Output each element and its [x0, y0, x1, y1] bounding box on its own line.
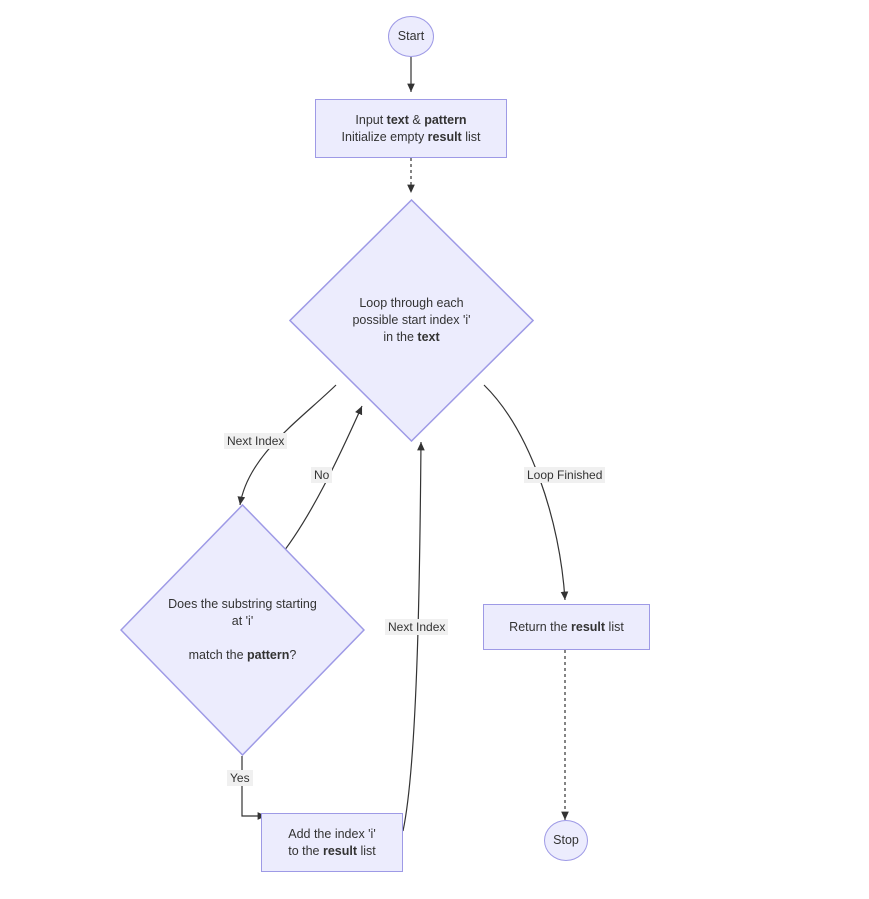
node-start[interactable]: [388, 16, 434, 57]
node-match-line2: at 'i': [231, 614, 254, 628]
node-match-line1: Does the substring starting: [168, 597, 317, 611]
node-add-line2-prefix: to the: [288, 843, 323, 858]
node-input[interactable]: [315, 99, 507, 158]
node-match-line3-prefix: match the: [188, 648, 248, 662]
edge-label-no: No: [311, 467, 332, 483]
node-loop-label: [289, 295, 534, 346]
node-match-line3-suffix: ?: [289, 648, 297, 662]
node-return-suffix: list: [605, 619, 624, 634]
node-match-decision[interactable]: [120, 504, 365, 756]
node-input-line2-suffix: list: [461, 129, 481, 144]
node-stop-label: Stop: [553, 833, 579, 847]
node-input-label: [342, 112, 481, 146]
node-input-line1-bold1: text: [386, 112, 409, 127]
node-input-line1-mid: &: [408, 112, 425, 127]
node-stop[interactable]: [544, 820, 588, 861]
node-loop-line3-prefix: in the: [383, 330, 418, 344]
node-loop-line2: possible start index 'i': [352, 313, 471, 327]
node-add-line2-suffix: list: [357, 843, 376, 858]
node-input-line2-bold: result: [427, 129, 462, 144]
node-return-result[interactable]: [483, 604, 650, 650]
edge-match-to-add-yes: [242, 756, 266, 816]
node-input-line1-bold2: pattern: [424, 112, 467, 127]
edge-label-yes: Yes: [227, 770, 253, 786]
node-loop-line1: Loop through each: [359, 296, 464, 310]
edge-add-to-loop: [403, 442, 421, 831]
edge-label-loop-finished: Loop Finished: [524, 467, 605, 483]
node-start-label: Start: [397, 29, 425, 43]
node-return-bold: result: [571, 619, 606, 634]
node-add-line2-bold: result: [322, 843, 358, 858]
node-add-label: [288, 826, 376, 860]
node-add-line1: Add the index 'i': [288, 826, 376, 841]
node-match-line3-bold: pattern: [247, 648, 290, 662]
edge-label-next-index-left: Next Index: [224, 433, 287, 449]
node-match-label: [120, 596, 365, 664]
node-input-line1-prefix: Input: [355, 112, 387, 127]
node-input-line2-prefix: Initialize empty: [341, 129, 428, 144]
node-add-index[interactable]: [261, 813, 403, 872]
node-return-prefix: Return the: [509, 619, 572, 634]
node-return-label: [509, 619, 624, 636]
node-loop-line3-bold: text: [417, 330, 440, 344]
node-loop-decision[interactable]: [289, 199, 534, 442]
edge-label-next-index-center: Next Index: [385, 619, 448, 635]
